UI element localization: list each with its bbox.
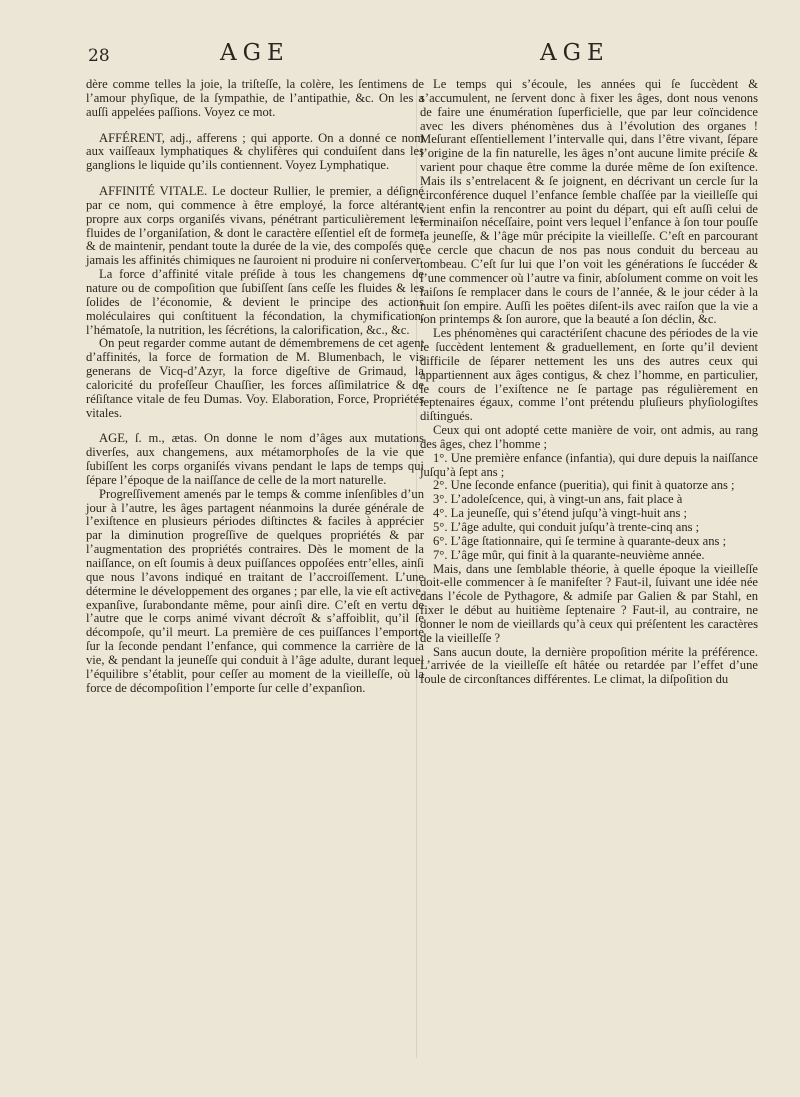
right-column <box>420 78 758 687</box>
paragraph-passions: dère comme telles la joie, la triſteſſe, la colère, les ſentimens de l’amour phyſique, de la ſympathie, de l’antipathie, &c. On les a auſſi appelées paſſions. Voyez ce mot. <box>86 77 424 119</box>
list-item: 7°. L’âge mûr, qui finit à la quarante-neuvième année. <box>433 547 705 562</box>
paragraph-sans-doute: Sans aucun doute, la dernière propoſition mérite la préférence. L’arrivée de la vieilleſſe eſt hâtée ou retardée par l’effet d’une foule de circonſtances différentes. Le climat, la diſpoſition du <box>420 644 758 687</box>
page-number: 28 <box>88 46 110 66</box>
list-item: 1°. Une première enfance (infantia), qui dure depuis la naiſſance juſqu’à ſept ans ; <box>420 450 758 479</box>
entry-afferent: AFFÉRENT, adj., afferens ; qui apporte. On a donné ce nom aux vaiſſeaux lymphatiques & chylifères qui conduiſent dans les ganglions le liquide qu’ils contiennent. Voyez Lymphatique. <box>86 130 424 173</box>
running-head-right: AGE <box>540 40 610 66</box>
paragraph-temps: Le temps qui s’écoule, les années qui ſe ſuccèdent & s’accumulent, ne ſervent donc à fixer les âges, dont nous venons de faire une énumération ſuperficielle, que par leur coïncidence avec les divers phénomènes dus à l’évolution des organes ! Meſurant eſſentiellement l’intervalle qui, dans l’être vivant, ſépare l’origine de la fin naturelle, les âges n’ont aucune limite préciſe & varient pour chaque être comme la durée même de ſon exiſtence. Mais ils s’entrelacent & ſe joignent, en décrivant un cercle ſur la circonférence duquel l’enfance ſemble chaſſée par la vieilleſſe qui vient enfin la rencontrer au point du départ, qui eſt auſſi celui de terminaiſon néceſſaire, point vers lequel l’enfance à ſon tour pouſſe la jeuneſſe, & l’âge mûr précipite la vieilleſſe. C’eſt en parcourant ce cercle que chacun de nos pas nous conduit du berceau au tombeau. C’eſt ſur lui que l’on voit les générations ſe ſuccéder & l’une commencer où l’autre va finir, abſolument comme on voit les ſaiſons ſe remplacer dans le cours de l’année, & le jour céder à la nuit ſon empire. Auſſi les poëtes diſent-ils avec raiſon que la vie a ſon printemps & ſon aurore, que la beauté a ſon déclin, &c. <box>420 77 758 327</box>
list-item: 4°. La jeuneſſe, qui s’étend juſqu’à vingt-huit ans ; <box>433 506 688 521</box>
page-header <box>0 40 800 80</box>
entry-affinite-vitale: AFFINITÉ VITALE. Le docteur Rullier, le premier, a déſigné par ce nom, qui commence à être employé, la force altérante propre aux corps organiſés vivans, pénétrant particulièrement les fluides de l’organiſation, & dont le caractère eſſentiel eſt de former & de maintenir, pendant toute la durée de la vie, des compoſés que jamais les affinités chimiques ne ſauroient ni produire ni conſerver. <box>86 184 424 268</box>
entry-age: AGE, ſ. m., ætas. On donne le nom d’âges aux mutations diverſes, aux changemens, aux métamorphoſes de la vie que ſubiſſent les corps organiſés vivans pendant le laps de temps qui ſépare l’époque de la naiſſance de celle de la mort naturelle. <box>86 431 424 487</box>
paragraph-vieillesse: Mais, dans une ſemblable théorie, à quelle époque la vieilleſſe doit-elle commencer à ſe manifeſter ? Faut-il, ſuivant une idée née dans l’école de Pythagore, & admiſe par Galien & par Stahl, en fixer le début au huitième ſeptenaire ? Faut-il, au contraire, ne donner le nom de vieillards qu’à ceux qui préſentent les caractères de la vieilleſſe ? <box>420 561 758 645</box>
paragraph-ceux-qui: Ceux qui ont adopté cette manière de voir, ont admis, au rang des âges, chez l’homme ; <box>420 423 758 451</box>
list-item: 6°. L’âge ſtationnaire, qui ſe termine à quarante-deux ans ; <box>433 533 727 548</box>
paragraph-progressivement: Progreſſivement amenés par le temps & comme inſenſibles d’un jour à l’autre, les âges partagent néanmoins la durée générale de l’exiſtence en plusieurs périodes diſtinctes & faciles à apprécier par la diminution progreſſive de quelques propriétés & par l’augmentation des propriétés contraires. Dès le moment de la naiſſance, on eſt ſoumis à deux puiſſances oppoſées entr’elles, ainſi que nous l’avons indiqué en traitant de l’accroiſſement. L’une détermine le développement des organes ; par elle, la vie eſt active, expanſive, ſurabondante même, pour ainſi dire. C’eſt en vertu de l’autre que le corps animé vivant décroît & s’affoiblit, qu’il ſe décompoſe, qu’il meurt. La première de ces puiſſances l’emporte ſur la ſeconde pendant l’enfance, qui commence la carrière de la vie, & pendant la jeuneſſe qui conduit à l’âge adulte, durant lequel l’équilibre s’établit, pour ceſſer au moment de la vieilleſſe, où la force de décompoſition l’emporte ſur celle d’expanſion. <box>86 486 424 695</box>
paragraph-phenomenes: Les phénomènes qui caractériſent chacune des périodes de la vie ſe ſuccèdent lentement & graduellement, en ſorte qu’il devient difficile de ſéparer nettement les uns des autres ceux qui appartiennent aux âges contigus, & chez l’homme, en particulier, le cours de l’exiſtence ne ſe partage pas régulièrement en ſeptenaires égaux, comme l’ont prétendu pluſieurs phyſiologiſtes diſtingués. <box>420 326 758 424</box>
paragraph-demembremens: On peut regarder comme autant de démembremens de cet agent d’affinités, la force de formation de M. Blumenbach, le vis generans de Vicq-d’Azyr, la force digeſtive de Grimaud, la caloricité du profeſſeur Chauſſier, les forces aſſimilatrice & de réſiſtance vitale de feu Dumas. Voy. Elaboration, Force, Propriétés vitales. <box>86 336 424 420</box>
left-column <box>86 78 424 695</box>
running-head-left: AGE <box>220 40 290 66</box>
list-item: 5°. L’âge adulte, qui conduit juſqu’à trente-cinq ans ; <box>433 520 700 534</box>
list-item: 3°. L’adoleſcence, qui, à vingt-un ans, fait place à <box>433 492 683 507</box>
list-item: 2°. Une ſeconde enfance (pueritia), qui finit à quatorze ans ; <box>433 478 735 493</box>
paragraph-force-affinite: La force d’affinité vitale préſide à tous les changemens de nature ou de compoſition que ſubiſſent ſans ceſſe les fluides & les ſolides de l’économie, & devient le principe des actions moléculaires qui conſtituent la fécondation, la chymification, l’hématoſe, la nutrition, les ſécrétions, la calorification, &c., &c. <box>86 267 424 337</box>
